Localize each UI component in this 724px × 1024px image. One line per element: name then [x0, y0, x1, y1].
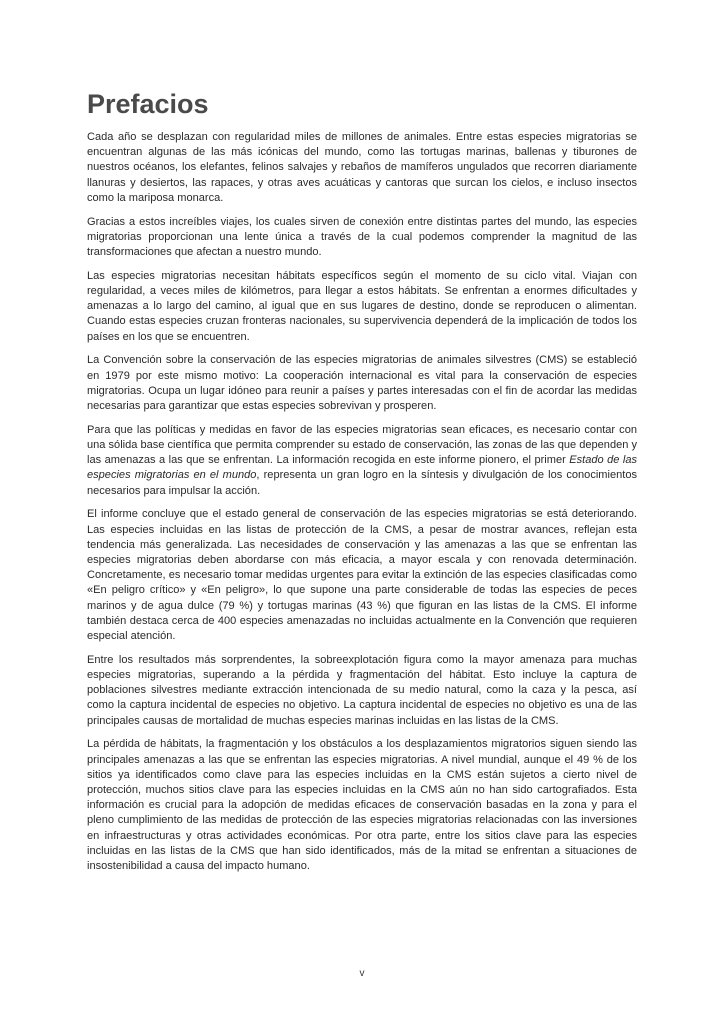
paragraph-1: Cada año se desplazan con regularidad miles de millones de animales. Entre estas especies migratorias se encuentran algunas de las más icónicas del mundo, como las tortugas marinas, ballenas y tiburones de nuestros océanos, los elefantes, felinos salvajes y rebaños de mamíferos ungulados que recorren diariamente llanuras y desiertos, las rapaces, y otras aves acuáticas y cantoras que surcan los cielos, e incluso insectos como la mariposa monarca.	[87, 131, 637, 204]
paragraph-2: Gracias a estos increíbles viajes, los cuales sirven de conexión entre distintas partes del mundo, las especies migratorias proporcionan una lente única a través de la cual podemos comprender la magnitud de las transformaciones que afectan a nuestro mundo.	[87, 215, 637, 259]
paragraph-7: Entre los resultados más sorprendentes, la sobreexplotación figura como la mayor amenaza para muchas especies migratorias, superando a la pérdida y fragmentación del hábitat. Esto incluye la captura de poblaciones silvestres mediante extracción intencionada de su medio natural, como la caza y la pesca, así como la captura incidental de especies no objetivo. La captura incidental de especies no objetivo es una de las principales causas de mortalidad de muchas especies marinas incluidas en las listas de la CMS.	[87, 653, 637, 727]
paragraph-5-before: Para que las políticas y medidas en favor de las especies migratorias sean eficaces, es necesario contar con una sólida base científica que permita comprender su estado de conservación, las zonas de las que dependen y las amenazas a las que se enfrentan. La información recogida en este informe pionero, el primer	[87, 423, 637, 467]
paragraph-6: El informe concluye que el estado general de conservación de las especies migratorias se está deteriorando. Las especies incluidas en las listas de protección de la CMS, a pesar de mostrar avances, reflejan esta tendencia más generalizada. Las necesidades de conservación y las amenazas a las que se enfrentan las especies migratorias deben abordarse con más eficacia, a mayor escala y con renovada determinación. Concretamente, es necesario tomar medidas urgentes para evitar la extinción de las especies clasificadas como «En peligro crítico» y «En peligro», lo que supone una parte considerable de todas las especies de peces marinos y de agua dulce (79 %) y tortugas marinas (43 %) que figuran en las listas de la CMS. El informe también destaca cerca de 400 especies amenazadas no incluidas actualmente en la Convención que requieren especial atención.	[87, 508, 637, 643]
page-number: v	[359, 968, 365, 979]
paragraph-5-after: , representa un gran logro en la síntesis y divulgación de los conocimientos necesarios para impulsar la acción.	[87, 469, 637, 497]
paragraph-8: La pérdida de hábitats, la fragmentación y los obstáculos a los desplazamientos migratorios siguen siendo las principales amenazas a las que se enfrentan las especies migratorias. A nivel mundial, aunque el 49 % de los sitios ya identificados como clave para las especies incluidas en la CMS están sujetos a cierto nivel de protección, muchos sitios clave para las especies incluidas en la CMS aún no han sido cartografiados. Esta información es crucial para la adopción de medidas eficaces de conservación basadas en la zona y para el pleno cumplimiento de las medidas de protección de las especies migratorias relacionadas con las inversiones en infraestructuras y otras actividades económicas. Por otra parte, entre los sitios clave para las especies incluidas en las listas de la CMS que han sido identificados, más de la mitad se enfrentan a situaciones de insostenibilidad a causa del impacto humano.	[87, 738, 637, 873]
page-title: Prefacios	[87, 89, 209, 119]
paragraph-3: Las especies migratorias necesitan hábitats específicos según el momento de su ciclo vital. Viajan con regularidad, a veces miles de kilómetros, para llegar a estos hábitats. Se enfrentan a enormes dificultades y amenazas a lo largo del camino, al igual que en sus lugares de destino, donde se reproducen o alimentan. Cuando estas especies cruzan fronteras nacionales, su supervivencia dependerá de la implicación de todos los países en los que se encuentren.	[87, 269, 637, 343]
report-title-italic: Estado de las especies migratorias en el mundo	[87, 454, 637, 482]
paragraph-4: La Convención sobre la conservación de las especies migratorias de animales silvestres (CMS) se estableció en 1979 por este mismo motivo: La cooperación internacional es vital para la conservación de especies migratorias. Ocupa un lugar idóneo para reunir a países y partes interesadas con el fin de acordar las medidas necesarias para garantizar que estas especies sobrevivan y prosperen.	[87, 354, 637, 413]
page-content	[87, 84, 637, 883]
paragraph-5	[87, 423, 637, 499]
